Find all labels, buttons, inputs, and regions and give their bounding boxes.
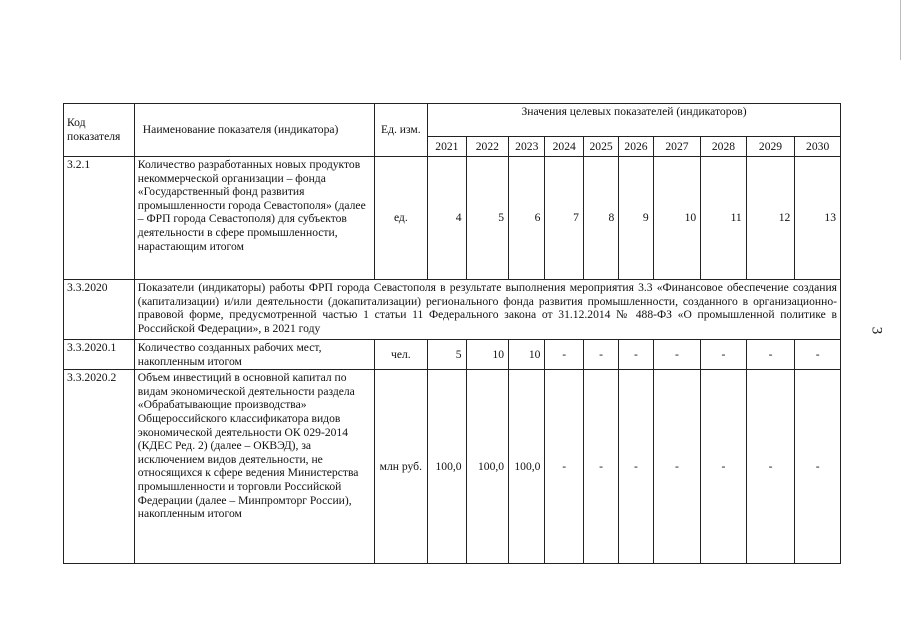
row-value: 10 [653, 157, 701, 280]
header-year: 2024 [545, 137, 583, 157]
row-value: 13 [795, 157, 841, 280]
header-row [64, 104, 841, 137]
header-code: Код показателя [64, 104, 135, 157]
header-year: 2026 [619, 137, 653, 157]
row-value: 5 [466, 157, 508, 280]
header-year: 2021 [428, 137, 466, 157]
row-name: Количество созданных рабочих мест, накопленным итогом [134, 340, 374, 370]
row-unit: млн руб. [374, 370, 428, 564]
row-value: - [746, 340, 795, 370]
row-value: 12 [746, 157, 795, 280]
table-row [64, 157, 841, 280]
row-value: 9 [619, 157, 653, 280]
row-value: 7 [545, 157, 583, 280]
row-code: 3.3.2020.2 [64, 370, 135, 564]
row-code: 3.3.2020 [64, 280, 135, 340]
row-value: - [583, 340, 618, 370]
header-year: 2025 [583, 137, 618, 157]
row-value: - [795, 340, 841, 370]
row-value: 100,0 [428, 370, 466, 564]
row-code: 3.2.1 [64, 157, 135, 280]
row-code: 3.3.2020.1 [64, 340, 135, 370]
row-value: 10 [466, 340, 508, 370]
header-values-group: Значения целевых показателей (индикаторов) [428, 104, 841, 137]
header-year: 2022 [466, 137, 508, 157]
row-value: 100,0 [509, 370, 545, 564]
row-value: - [619, 370, 653, 564]
row-value: 10 [509, 340, 545, 370]
table-row [64, 370, 841, 564]
row-value: - [746, 370, 795, 564]
row-value: - [701, 370, 747, 564]
page-edge [900, 0, 905, 60]
header-year: 2028 [701, 137, 747, 157]
row-value: - [545, 340, 583, 370]
row-value: 100,0 [466, 370, 508, 564]
row-value: - [701, 340, 747, 370]
indicators-table [63, 103, 841, 564]
header-year: 2023 [509, 137, 545, 157]
row-unit: чел. [374, 340, 428, 370]
page-number: 3 [868, 326, 885, 335]
row-value: 6 [509, 157, 545, 280]
section-row [64, 280, 841, 340]
header-year: 2030 [795, 137, 841, 157]
header-year: 2029 [746, 137, 795, 157]
table-row [64, 340, 841, 370]
row-name: Объем инвестиций в основной капитал по видам экономической деятельности раздела «Обрабатывающие производства» Общероссийского классификатора видов экономической деятельности ОК 029-2014 (КДЕС Ред. 2) (далее – ОКВЭД), за исключением видов деятельности, не относящихся к сфере ведения Министерства промышленности и торговли Российской Федерации (далее – Минпромторг России), накопленным итогом [134, 370, 374, 564]
row-value: - [583, 370, 618, 564]
section-description: Показатели (индикаторы) работы ФРП города Севастополя в результате выполнения мероприятия 3.3 «Финансовое обеспечение создания (капитализации) и/или деятельности (докапитализации) регионального фонда развития промышленности, созданного в организационно-правовой форме, предусмотренной частью 1 статьи 11 Федерального закона от 31.12.2014 № 488-ФЗ «О промышленной политике в Российской Федерации», в 2021 году [134, 280, 840, 340]
row-value: - [545, 370, 583, 564]
header-name: Наименование показателя (индикатора) [134, 104, 374, 157]
row-value: - [653, 340, 701, 370]
header-year: 2027 [653, 137, 701, 157]
row-value: 5 [428, 340, 466, 370]
row-name: Количество разработанных новых продуктов некоммерческой организации – фонда «Государственный фонд развития промышленности города Севастополя» (далее – ФРП города Севастополя) для субъектов деятельности в сфере промышленности, нарастающим итогом [134, 157, 374, 280]
row-value: - [619, 340, 653, 370]
row-value: 11 [701, 157, 747, 280]
row-value: 4 [428, 157, 466, 280]
row-unit: ед. [374, 157, 428, 280]
row-value: 8 [583, 157, 618, 280]
row-value: - [795, 370, 841, 564]
header-unit: Ед. изм. [374, 104, 428, 157]
row-value: - [653, 370, 701, 564]
